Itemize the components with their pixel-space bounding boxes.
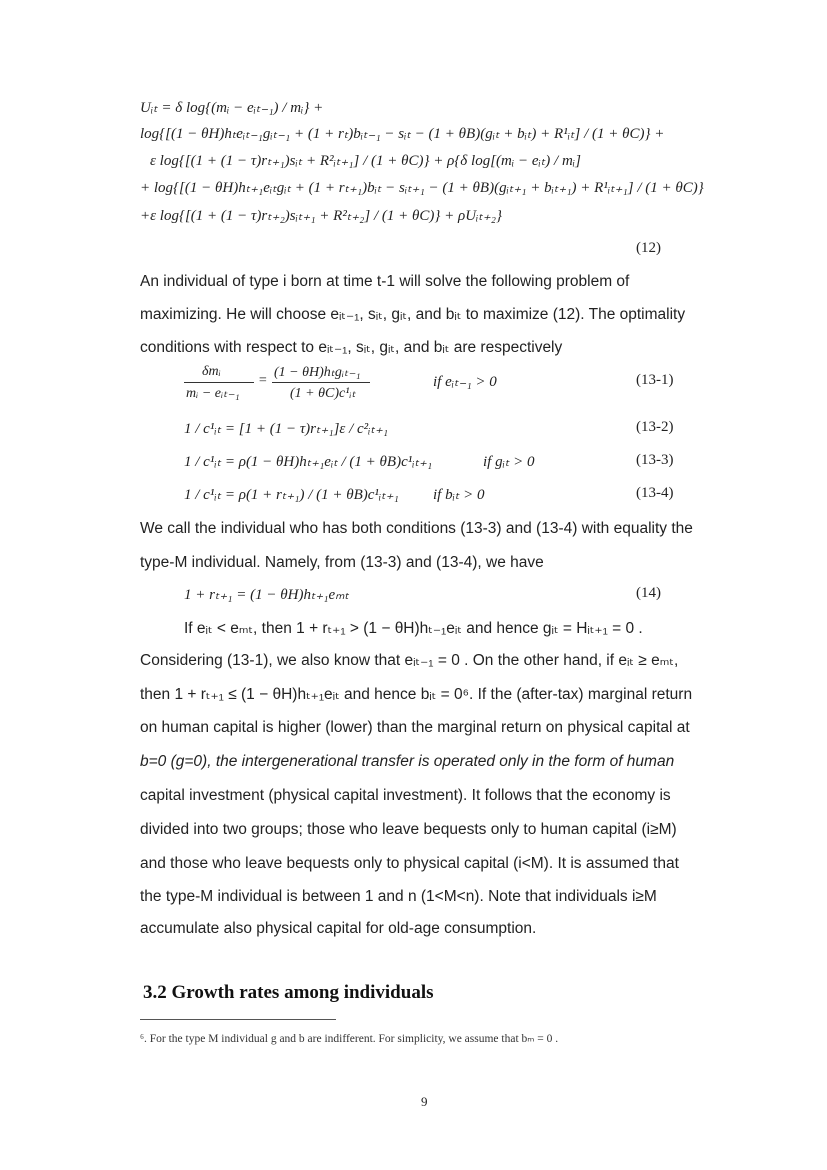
footnote-6: ⁶. For the type M individual g and b are indifferent. For simplicity, we assume that bₘ = 0 . <box>140 1033 559 1045</box>
paragraph-3-line-7: divided into two groups; those who leave bequests only to human capital (i≥M) <box>140 821 677 838</box>
equation-12-line-3: ε log{[(1 + (1 − τ)rₜ₊₁)sᵢₜ + R²ᵢₜ₊₁] / (1 + θC)} + ρ{δ log[(mᵢ − eᵢₜ) / mᵢ] <box>150 153 582 169</box>
paragraph-1-line-2: maximizing. He will choose eᵢₜ₋₁, sᵢₜ, gᵢₜ, and bᵢₜ to maximize (12). The optimality <box>140 306 686 323</box>
eq13-1-condition: if eᵢₜ₋₁ > 0 <box>433 374 497 390</box>
paragraph-2-line-1: We call the individual who has both conditions (13-3) and (13-4) with equality the <box>140 520 693 537</box>
page-number: 9 <box>421 1094 428 1109</box>
paragraph-1-line-3: conditions with respect to eᵢₜ₋₁, sᵢₜ, gᵢₜ, and bᵢₜ are respectively <box>140 339 563 356</box>
eq13-2-number: (13-2) <box>636 419 674 435</box>
footnote-rule <box>140 1019 336 1020</box>
eq13-1-equals: = <box>258 373 268 388</box>
paragraph-3-line-2: Considering (13-1), we also know that eᵢₜ₋₁ = 0 . On the other hand, if eᵢₜ ≥ eₘₜ, <box>140 652 679 669</box>
eq13-1-rhs-numerator: (1 − θH)hₜgᵢₜ₋₁ <box>274 365 361 380</box>
eq13-4-number: (13-4) <box>636 485 674 501</box>
paragraph-1-line-1: An individual of type i born at time t-1 will solve the following problem of <box>140 273 630 290</box>
eq14-number: (14) <box>636 585 661 601</box>
eq13-4-condition: if bᵢₜ > 0 <box>433 487 485 503</box>
eq13-2: 1 / c¹ᵢₜ = [1 + (1 − τ)rₜ₊₁]ε / c²ᵢₜ₊₁ <box>184 421 389 437</box>
eq13-1-lhs-numerator: δmᵢ <box>202 364 221 379</box>
eq13-1-lhs-denominator: mᵢ − eᵢₜ₋₁ <box>186 386 240 401</box>
paragraph-3-line-8: and those who leave bequests only to physical capital (i<M). It is assumed that <box>140 855 679 872</box>
paragraph-3-line-4: on human capital is higher (lower) than the marginal return on physical capital at <box>140 719 690 736</box>
eq13-3-condition: if gᵢₜ > 0 <box>483 454 535 470</box>
equation-12-line-1: Uᵢₜ = δ log{(mᵢ − eᵢₜ₋₁) / mᵢ} + <box>140 100 324 116</box>
equation-12-line-4: + log{[(1 − θH)hₜ₊₁eᵢₜgᵢₜ + (1 + rₜ₊₁)bᵢₜ − sᵢₜ₊₁ − (1 + θB)(gᵢₜ₊₁ + bᵢₜ₊₁) + R¹ᵢₜ₊₁] / (1 + θC)} <box>140 180 704 196</box>
eq13-4: 1 / c¹ᵢₜ = ρ(1 + rₜ₊₁) / (1 + θB)c¹ᵢₜ₊₁ <box>184 487 399 503</box>
paragraph-3-line-3: then 1 + rₜ₊₁ ≤ (1 − θH)hₜ₊₁eᵢₜ and hence bᵢₜ = 0⁶. If the (after-tax) marginal return <box>140 686 693 703</box>
eq13-1-number: (13-1) <box>636 372 674 388</box>
eq13-3: 1 / c¹ᵢₜ = ρ(1 − θH)hₜ₊₁eᵢₜ / (1 + θB)c¹ᵢₜ₊₁ <box>184 454 433 470</box>
eq13-1-lhs-bar <box>184 382 254 383</box>
section-heading: 3.2 Growth rates among individuals <box>143 982 434 1003</box>
equation-12-line-5: +ε log{[(1 + (1 − τ)rₜ₊₂)sᵢₜ₊₁ + R²ₜ₊₂] / (1 + θC)} + ρUᵢₜ₊₂} <box>140 208 502 224</box>
paragraph-3-line-10: accumulate also physical capital for old-age consumption. <box>140 920 537 937</box>
equation-12-number: (12) <box>636 240 661 256</box>
eq13-1-rhs-denominator: (1 + θC)c¹ᵢₜ <box>290 386 356 401</box>
paragraph-3-line-6: capital investment (physical capital investment). It follows that the economy is <box>140 787 671 804</box>
eq13-1-rhs-bar <box>272 382 370 383</box>
eq13-3-number: (13-3) <box>636 452 674 468</box>
equation-12-line-2: log{[(1 − θH)hₜeᵢₜ₋₁gᵢₜ₋₁ + (1 + rₜ)bᵢₜ₋₁ − sᵢₜ − (1 + θB)(gᵢₜ + bᵢₜ) + R¹ᵢₜ] / (1 + θC)} + <box>140 126 665 142</box>
paragraph-2-line-2: type-M individual. Namely, from (13-3) and (13-4), we have <box>140 554 544 571</box>
eq14: 1 + rₜ₊₁ = (1 − θH)hₜ₊₁eₘₜ <box>184 587 349 603</box>
paragraph-3-line-5: b=0 (g=0), the intergenerational transfer is operated only in the form of human <box>140 753 675 770</box>
paragraph-3-line-1: If eᵢₜ < eₘₜ, then 1 + rₜ₊₁ > (1 − θH)hₜ₋₁eᵢₜ and hence gᵢₜ = Hᵢₜ₊₁ = 0 . <box>184 620 643 637</box>
paragraph-3-line-9: the type-M individual is between 1 and n (1<M<n). Note that individuals i≥M <box>140 888 657 905</box>
